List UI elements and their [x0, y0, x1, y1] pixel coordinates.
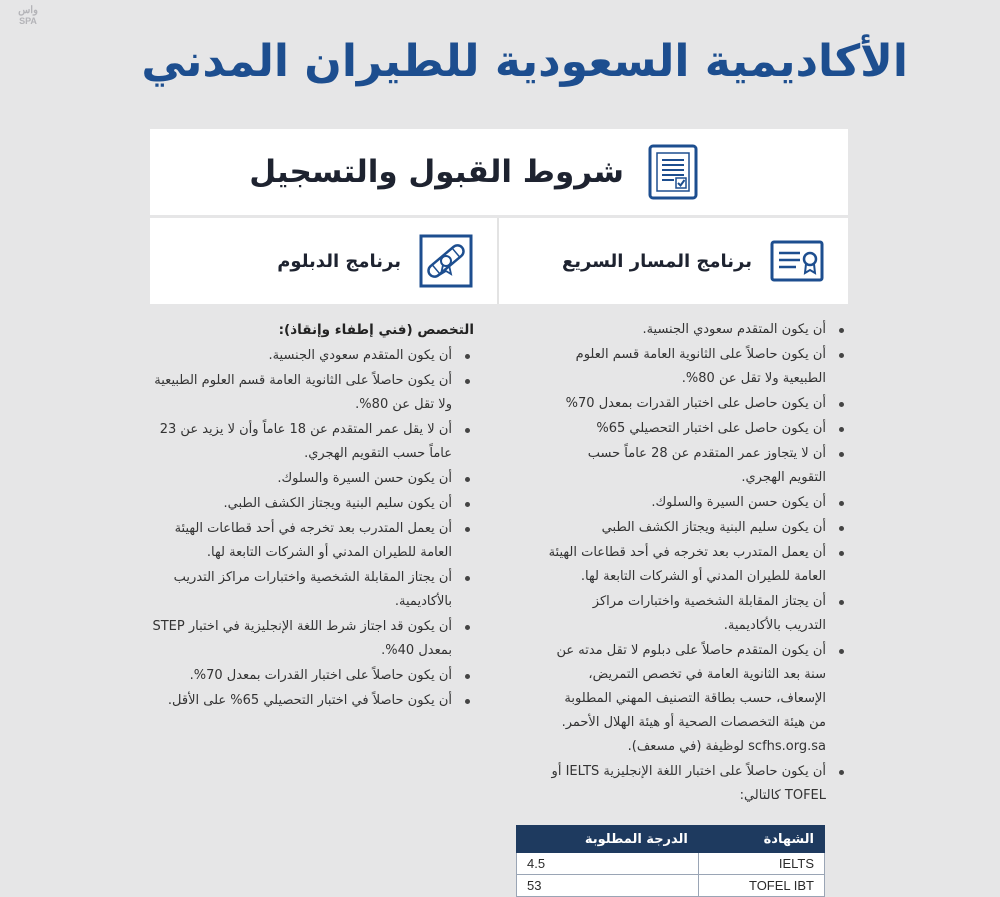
score-cell: 53 — [517, 875, 699, 897]
requirement-item: أن يكون حاصلاً على الثانوية العامة قسم العلوم الطبيعية ولا تقل عن 80%. — [152, 369, 474, 417]
certificate-cell: IELTS — [698, 853, 824, 875]
programs-card — [150, 218, 848, 304]
section-header-card — [150, 129, 848, 215]
requirement-item: أن لا يقل عمر المتقدم عن 18 عاماً وأن لا يزيد عن 23 عاماً حسب التقويم الهجري. — [152, 418, 474, 466]
specialization-heading: التخصص (فني إطفاء وإنقاذ): — [278, 322, 474, 338]
requirement-item: أن يكون قد اجتاز شرط اللغة الإنجليزية في اختبار STEP بمعدل 40%. — [152, 615, 474, 663]
requirement-item: أن يكون المتقدم حاصلاً على دبلوم لا تقل مدته عن سنة بعد الثانوية العامة في تخصص التمريض، الإسعاف، حسب بطاقة التصنيف المهني المطلوبة من هيئة التخصصات الصحية أو هيئة الهلال الأحمر. scfhs.org.sa لوظيفة (في مسعف). — [548, 639, 848, 759]
table-header-row — [517, 826, 825, 853]
requirement-item: أن يكون حاصلاً على الثانوية العامة قسم العلوم الطبيعية ولا تقل عن 80%. — [548, 343, 848, 391]
page-title: الأكاديمية السعودية للطيران المدني — [141, 36, 908, 87]
requirement-item: أن يكون سليم البنية ويجتاز الكشف الطبي. — [152, 492, 474, 516]
requirement-item: أن يكون حاصل على اختبار القدرات بمعدل 70% — [548, 392, 848, 416]
certificate-cell: TOFEL IBT — [698, 875, 824, 897]
watermark-arabic: واس — [18, 5, 38, 16]
section-title: شروط القبول والتسجيل — [249, 154, 624, 190]
requirement-item: أن يجتاز المقابلة الشخصية واختبارات مراكز التدريب بالأكاديمية. — [548, 590, 848, 638]
requirement-item: أن يكون حاصل على اختبار التحصيلي 65% — [548, 417, 848, 441]
fast-track-program-label: برنامج المسار السريع — [561, 250, 752, 272]
diploma-requirements — [152, 318, 474, 714]
requirement-item: أن يكون حاصلاً على اختبار اللغة الإنجليزية IELTS أو TOFEL كالتالي: — [548, 760, 848, 808]
english-scores-table — [516, 825, 825, 897]
certificate-column-header: الشهادة — [698, 826, 824, 853]
diploma-program-header — [150, 218, 499, 304]
requirement-item: أن يكون حاصلاً على اختبار القدرات بمعدل 70%. — [152, 664, 474, 688]
diploma-scroll-icon — [419, 234, 473, 288]
requirement-item: أن لا يتجاوز عمر المتقدم عن 28 عاماً حسب التقويم الهجري. — [548, 442, 848, 490]
certificate-icon — [770, 240, 824, 282]
requirement-item: أن يكون المتقدم سعودي الجنسية. — [548, 318, 848, 342]
checklist-document-icon — [648, 144, 698, 200]
watermark-latin: SPA — [19, 16, 37, 26]
requirement-item: أن يعمل المتدرب بعد تخرجه في أحد قطاعات الهيئة العامة للطيران المدني أو الشركات التابعة لها. — [548, 541, 848, 589]
table-row — [517, 875, 825, 897]
fast-track-program-header — [499, 218, 848, 304]
requirement-item: أن يكون حسن السيرة والسلوك. — [152, 467, 474, 491]
spa-watermark — [8, 6, 48, 26]
requirement-item: أن يكون سليم البنية ويجتاز الكشف الطبي — [548, 516, 848, 540]
requirement-item: أن يكون المتقدم سعودي الجنسية. — [152, 344, 474, 368]
score-cell: 4.5 — [517, 853, 699, 875]
requirement-item: أن يكون حسن السيرة والسلوك. — [548, 491, 848, 515]
score-column-header: الدرجة المطلوبة — [517, 826, 699, 853]
requirement-item: أن يكون حاصلاً في اختبار التحصيلي 65% على الأقل. — [152, 689, 474, 713]
fast-track-requirements — [548, 318, 848, 809]
diploma-program-label: برنامج الدبلوم — [277, 250, 401, 272]
requirement-item: أن يعمل المتدرب بعد تخرجه في أحد قطاعات الهيئة العامة للطيران المدني أو الشركات التابعة لها. — [152, 517, 474, 565]
requirement-item: أن يجتاز المقابلة الشخصية واختبارات مراكز التدريب بالأكاديمية. — [152, 566, 474, 614]
table-row — [517, 853, 825, 875]
